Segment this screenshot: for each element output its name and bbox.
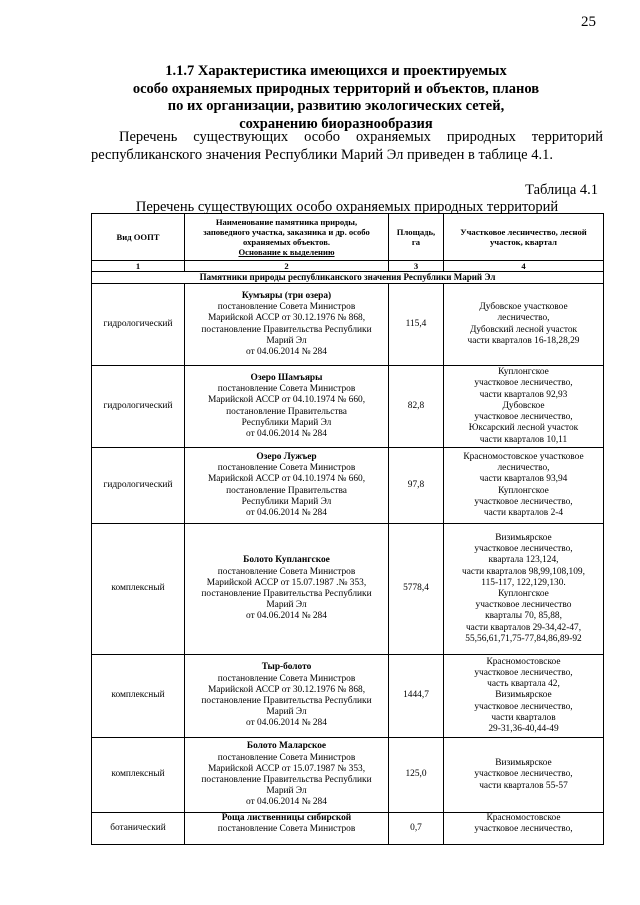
cell-type: ботанический <box>92 813 185 845</box>
basis-line: Марийской АССР от 30.12.1976 № 868, <box>207 313 366 324</box>
basis-line: постановление Совета Министров <box>217 824 356 835</box>
location-line: части кварталов 16-18,28,29 <box>467 335 580 346</box>
heading-line: сохранению биоразнообразия <box>239 115 433 132</box>
cell-name <box>185 448 389 524</box>
section-row <box>92 272 604 284</box>
cell-name <box>185 738 389 813</box>
area-name: Озеро Шамъяры <box>250 372 323 383</box>
table-label: Таблица 4.1 <box>525 182 598 198</box>
area-name: Болото Куплангское <box>243 555 330 566</box>
basis-line: постановление Совета Министров <box>217 673 356 684</box>
cell-location <box>444 813 604 845</box>
area-name: Болото Маларское <box>246 741 327 752</box>
location-line: Визимьярское <box>495 690 552 701</box>
location-line: участковое лесничество, <box>474 667 573 678</box>
location-line: Куплонгское <box>498 589 549 599</box>
location-line: лесничество, <box>497 463 550 474</box>
cell-location <box>444 524 604 655</box>
area-name: Роща лиственницы сибирской <box>221 813 352 823</box>
header-location: Участковое лесничество, лесной участок, квартал <box>444 214 604 261</box>
cell-name <box>185 813 389 845</box>
basis-line: постановление Совета Министров <box>217 463 356 474</box>
cell-type: комплексный <box>92 524 185 655</box>
basis-line: постановление Правительства <box>226 485 347 496</box>
location-line: части кварталов 92,93 <box>479 389 568 400</box>
basis-line: от 04.06.2014 № 284 <box>246 507 327 518</box>
cell-name <box>185 655 389 738</box>
basis-line: Марийской АССР от 15.07.1987 № 353, <box>207 763 366 774</box>
cell-area: 1444,7 <box>389 655 444 738</box>
cell-name <box>185 524 389 655</box>
area-name: Тыр-болото <box>261 662 312 673</box>
location-line: лесничество, <box>497 313 550 324</box>
basis-line: постановление Правительства Республики <box>201 775 372 785</box>
basis-line: Марий Эл <box>266 600 307 611</box>
column-number: 2 <box>185 261 389 272</box>
table-row <box>92 738 604 813</box>
cell-location <box>444 366 604 448</box>
intro-line: республиканского значения Республики Марий Эл приведен в таблице 4.1. <box>91 147 553 163</box>
basis-line: постановление Правительства <box>226 406 347 417</box>
table-row <box>92 366 604 448</box>
basis-line: постановление Совета Министров <box>217 302 356 313</box>
table-header-row <box>92 214 604 261</box>
location-line: Красномостовское <box>486 656 561 667</box>
location-line: части кварталов <box>491 712 556 723</box>
cell-type: гидрологический <box>92 448 185 524</box>
cell-type: комплексный <box>92 655 185 738</box>
location-line: квартала 123,124, <box>488 555 559 566</box>
basis-line: постановление Совета Министров <box>217 566 356 577</box>
location-line: Дубовское участковое <box>479 302 568 313</box>
table-title: Перечень существующих особо охраняемых природных территорий <box>135 199 559 215</box>
cell-type: гидрологический <box>92 366 185 448</box>
location-line: Красномостовское <box>486 813 561 823</box>
location-line: 55,56,61,71,75-77,84,86,89-92 <box>465 633 582 644</box>
cell-location <box>444 448 604 524</box>
basis-line: Марий Эл <box>266 335 307 346</box>
table-row <box>92 524 604 655</box>
location-line: участковое лесничество, <box>474 412 573 423</box>
heading-line: по их организации, развитию экологических сетей, <box>167 98 505 114</box>
cell-type: комплексный <box>92 738 185 813</box>
header-type: Вид ООПТ <box>92 214 185 261</box>
intro-line: Перечень существующих особо охраняемых природных территорий <box>119 129 603 145</box>
location-line: участковое лесничество, <box>474 378 573 389</box>
protected-areas-table <box>91 213 604 845</box>
table-row <box>92 284 604 366</box>
location-line: участковое лесничество, <box>474 544 573 555</box>
table-row <box>92 448 604 524</box>
location-line: части кварталов 93,94 <box>479 474 568 485</box>
location-line: Куплонгское <box>498 367 549 378</box>
location-line: участковое лесничество, <box>474 769 573 780</box>
basis-line: постановление Совета Министров <box>217 384 356 395</box>
location-line: часть квартала 42, <box>487 679 560 690</box>
location-line: Визимьярское <box>495 758 552 769</box>
location-line: части кварталов 98,99,108,109, <box>462 566 585 577</box>
location-line: части кварталов 10,11 <box>479 434 568 445</box>
location-line: участковое лесничество <box>475 600 572 611</box>
table-row <box>92 655 604 738</box>
column-number: 3 <box>389 261 444 272</box>
location-line: Дубовское <box>502 400 545 411</box>
basis-line: Республики Марий Эл <box>241 417 332 428</box>
table-row <box>92 813 604 845</box>
cell-name <box>185 366 389 448</box>
heading-line: особо охраняемых природных территорий и объектов, планов <box>132 80 540 97</box>
header-name: Наименование памятника природы, заповедного участка, заказника и др. особо охраняемых объектов. Основание к выделению <box>185 214 389 261</box>
basis-line: от 04.06.2014 № 284 <box>246 611 327 622</box>
basis-line: от 04.06.2014 № 284 <box>246 797 327 808</box>
cell-area: 97,8 <box>389 448 444 524</box>
basis-line: постановление Совета Министров <box>217 752 356 763</box>
page-number: 25 <box>581 14 596 30</box>
location-line: Юксарский лесной участок <box>468 423 579 434</box>
basis-line: Марийской АССР от 04.10.1974 № 660, <box>207 395 366 406</box>
location-line: части кварталов 55-57 <box>479 780 568 791</box>
basis-line: Марий Эл <box>266 786 307 797</box>
basis-line: постановление Правительства Республики <box>201 589 372 599</box>
location-line: 29-31,36-40,44-49 <box>488 724 559 734</box>
area-name: Кумъяры (три озера) <box>241 290 332 301</box>
location-line: участковое лесничество, <box>474 701 573 712</box>
location-line: Визимьярское <box>495 532 552 543</box>
cell-area: 125,0 <box>389 738 444 813</box>
cell-area: 115,4 <box>389 284 444 366</box>
cell-area: 82,8 <box>389 366 444 448</box>
cell-location <box>444 738 604 813</box>
basis-line: Марий Эл <box>266 707 307 718</box>
location-line: части кварталов 2-4 <box>483 507 564 518</box>
basis-line: Марийской АССР от 04.10.1974 № 660, <box>207 474 366 485</box>
area-name: Озеро Лужъер <box>256 451 317 462</box>
cell-name <box>185 284 389 366</box>
location-line: Красномостовское участковое <box>463 451 584 462</box>
cell-location <box>444 284 604 366</box>
basis-line: от 04.06.2014 № 284 <box>246 346 327 357</box>
cell-area: 0,7 <box>389 813 444 845</box>
section-title: Памятники природы республиканского значения Республики Марий Эл <box>92 272 604 284</box>
location-line: части кварталов 29-34,42-47, <box>465 622 582 633</box>
location-line: кварталы 70, 85,88, <box>485 611 562 622</box>
section-heading <box>96 63 576 133</box>
basis-line: Марийской АССР от 30.12.1976 № 868, <box>207 684 366 695</box>
location-line: участковое лесничество, <box>474 824 573 835</box>
column-number-row <box>92 261 604 272</box>
basis-line: постановление Правительства Республики <box>201 696 372 706</box>
location-line: Дубовский лесной участок <box>469 324 578 335</box>
basis-line: от 04.06.2014 № 284 <box>246 428 327 439</box>
header-area: Площадь, га <box>389 214 444 261</box>
basis-line: Республики Марий Эл <box>241 496 332 507</box>
cell-area: 5778,4 <box>389 524 444 655</box>
intro-paragraph <box>91 128 603 164</box>
column-number: 4 <box>444 261 604 272</box>
basis-line: от 04.06.2014 № 284 <box>246 718 327 729</box>
basis-line: постановление Правительства Республики <box>201 324 372 335</box>
column-number: 1 <box>92 261 185 272</box>
basis-line: Марийской АССР от 15.07.1987 .№ 353, <box>206 577 367 588</box>
cell-type: гидрологический <box>92 284 185 366</box>
location-line: участковое лесничество, <box>474 496 573 507</box>
location-line: Куплонгское <box>498 485 549 496</box>
cell-location <box>444 655 604 738</box>
location-line: 115-117, 122,129,130. <box>481 577 566 588</box>
heading-line: 1.1.7 Характеристика имеющихся и проектируемых <box>165 63 507 79</box>
